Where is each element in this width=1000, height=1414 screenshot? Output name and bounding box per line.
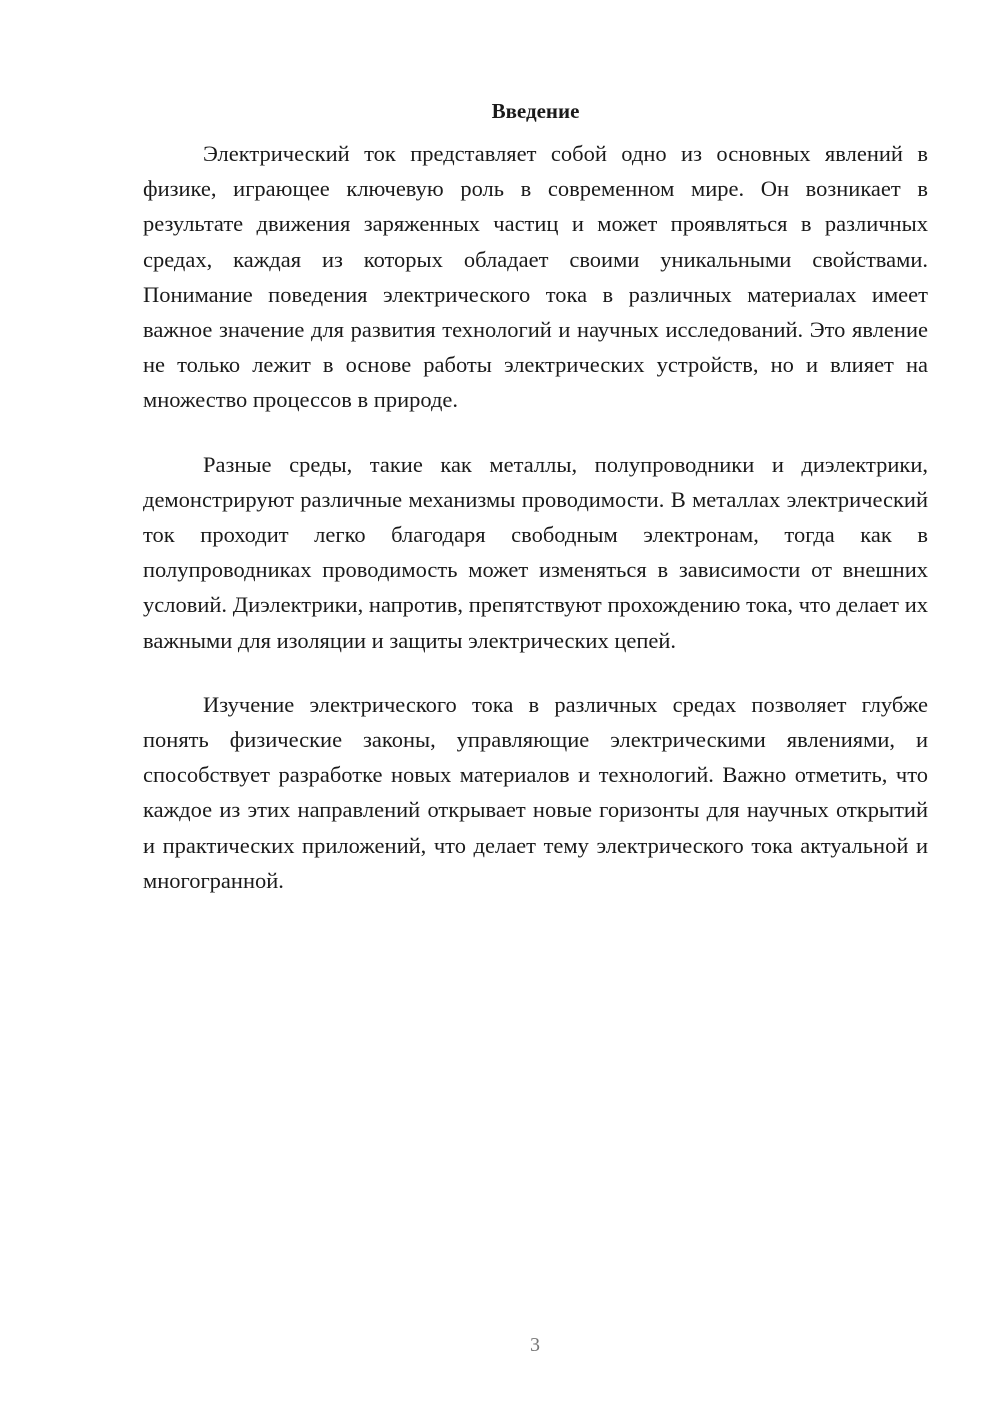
section-heading: Введение	[491, 99, 580, 123]
paragraph-2: Разные среды, такие как металлы, полупроводники и диэлектрики, демонстрируют различные механизмы проводимости. В металлах электрический ток проходит легко благодаря свободным электронам, тогда как в полупроводниках проводимость может изменяться в зависимости от внешних условий. Диэлектрики, напротив, препятствуют прохождению тока, что делает их важными для изоляции и защиты электрических цепей.	[143, 451, 928, 653]
page-content	[143, 96, 928, 927]
paragraph-3: Изучение электрического тока в различных средах позволяет глубже понять физические законы, управляющие электрическими явлениями, и способствует разработке новых материалов и технологий. Важно отметить, что каждое из этих направлений открывает новые горизонты для научных открытий и практических приложений, что делает тему электрического тока актуальной и многогранной.	[143, 691, 928, 893]
paragraph-1: Электрический ток представляет собой одно из основных явлений в физике, играющее ключевую роль в современном мире. Он возникает в результате движения заряженных частиц и может проявляться в различных средах, каждая из которых обладает своими уникальными свойствами. Понимание поведения электрического тока в различных материалах имеет важное значение для развития технологий и научных исследований. Это явление не только лежит в основе работы электрических устройств, но и влияет на множество процессов в природе.	[143, 141, 928, 413]
page-number: 3	[530, 1334, 540, 1356]
